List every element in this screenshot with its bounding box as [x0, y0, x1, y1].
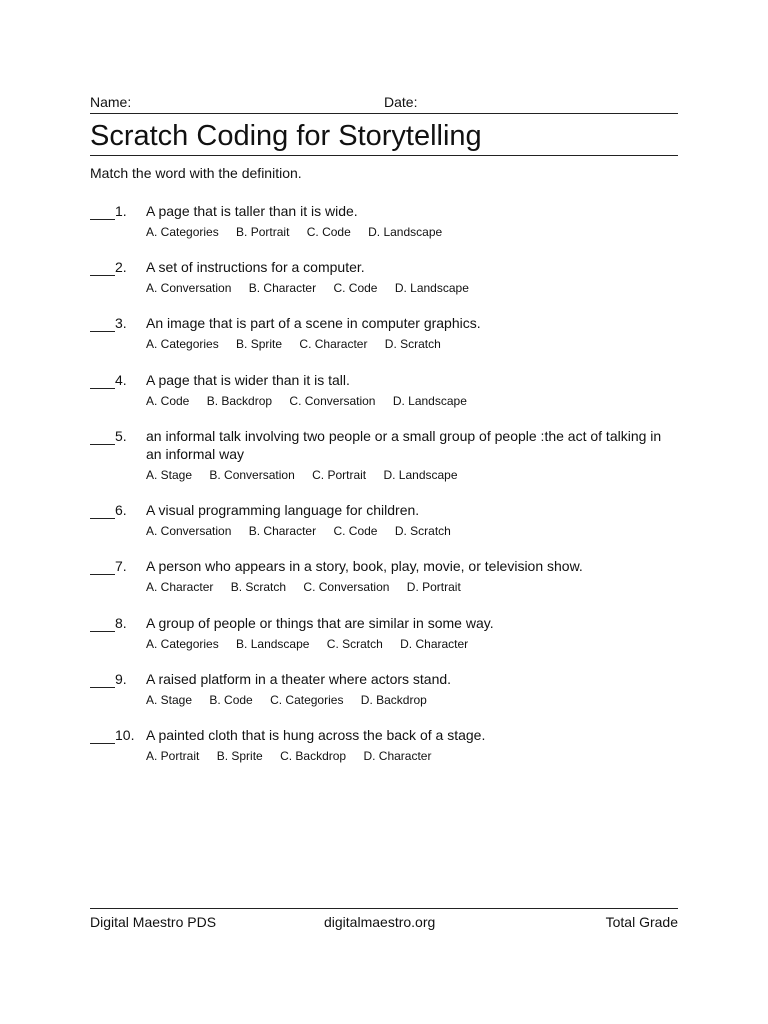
choice-a: A. Stage	[146, 693, 193, 707]
choice-b: B. Character	[248, 524, 317, 538]
choice-a: A. Conversation	[146, 524, 232, 538]
question-number: 3.	[115, 315, 127, 331]
choice-c: C. Conversation	[289, 394, 376, 408]
answer-choices	[146, 337, 455, 351]
answer-choices	[146, 524, 465, 538]
answer-blank[interactable]	[90, 315, 115, 332]
answer-blank[interactable]	[90, 259, 115, 276]
question-text: A raised platform in a theater where actors stand.	[146, 671, 452, 687]
choice-b: B. Sprite	[236, 337, 283, 351]
question-number: 5.	[115, 428, 127, 444]
name-date-row	[90, 93, 678, 114]
answer-choices	[146, 749, 445, 763]
choice-c: C. Code	[333, 524, 378, 538]
page-footer	[90, 908, 678, 933]
choice-a: A. Categories	[146, 637, 219, 651]
question-text: A visual programming language for children.	[146, 502, 420, 518]
choice-c: C. Scratch	[326, 637, 383, 651]
choice-a: A. Categories	[146, 225, 219, 239]
choice-c: C. Character	[299, 337, 368, 351]
worksheet-page	[90, 0, 678, 1024]
choice-c: C. Backdrop	[280, 749, 347, 763]
answer-blank[interactable]	[90, 558, 115, 575]
question-text: an informal talk involving two people or a small group of people :the act of talking in an informal way	[146, 428, 662, 462]
answer-choices	[146, 693, 441, 707]
answer-blank[interactable]	[90, 428, 115, 445]
answer-choices	[146, 281, 483, 295]
choice-c: C. Conversation	[303, 580, 390, 594]
choice-a: A. Stage	[146, 468, 193, 482]
question-number: 4.	[115, 372, 127, 388]
instructions-text: Match the word with the definition.	[90, 165, 302, 181]
answer-blank[interactable]	[90, 615, 115, 632]
footer-website: digitalmaestro.org	[324, 914, 436, 930]
question-text: A person who appears in a story, book, play, movie, or television show.	[146, 558, 583, 574]
question-text: A painted cloth that is hung across the back of a stage.	[146, 727, 486, 743]
choice-d: D. Scratch	[384, 337, 441, 351]
choice-d: D. Character	[363, 749, 432, 763]
answer-blank[interactable]	[90, 502, 115, 519]
question-number: 1.	[115, 203, 127, 219]
choice-b: B. Backdrop	[206, 394, 273, 408]
question-number: 8.	[115, 615, 127, 631]
choice-b: B. Code	[209, 693, 253, 707]
footer-total-grade: Total Grade	[605, 914, 678, 930]
answer-choices	[146, 225, 456, 239]
choice-a: A. Conversation	[146, 281, 232, 295]
choice-d: D. Portrait	[406, 580, 461, 594]
question-number: 7.	[115, 558, 127, 574]
choice-c: C. Categories	[270, 693, 344, 707]
answer-blank[interactable]	[90, 372, 115, 389]
answer-choices	[146, 580, 475, 594]
choice-d: D. Character	[400, 637, 469, 651]
choice-d: D. Backdrop	[360, 693, 427, 707]
choice-b: B. Conversation	[209, 468, 295, 482]
choice-d: D. Landscape	[394, 281, 469, 295]
answer-blank[interactable]	[90, 203, 115, 220]
choice-b: B. Character	[248, 281, 317, 295]
question-text: A set of instructions for a computer.	[146, 259, 365, 275]
question-number: 10.	[115, 727, 135, 743]
answer-choices	[146, 468, 472, 482]
question-text: An image that is part of a scene in computer graphics.	[146, 315, 481, 331]
question-number: 2.	[115, 259, 127, 275]
question-number: 6.	[115, 502, 127, 518]
choice-a: A. Categories	[146, 337, 219, 351]
choice-d: D. Landscape	[383, 468, 458, 482]
question-text: A page that is wider than it is tall.	[146, 372, 350, 388]
choice-b: B. Sprite	[216, 749, 263, 763]
answer-blank[interactable]	[90, 671, 115, 688]
choice-d: D. Landscape	[368, 225, 443, 239]
choice-b: B. Scratch	[230, 580, 287, 594]
choice-c: C. Code	[333, 281, 378, 295]
choice-d: D. Scratch	[394, 524, 451, 538]
name-label: Name:	[90, 94, 132, 110]
choice-d: D. Landscape	[392, 394, 467, 408]
choice-b: B. Portrait	[236, 225, 290, 239]
choice-b: B. Landscape	[236, 637, 310, 651]
date-label: Date:	[384, 94, 418, 110]
choice-a: A. Code	[146, 394, 190, 408]
answer-blank[interactable]	[90, 727, 115, 744]
page-title: Scratch Coding for Storytelling	[90, 118, 678, 156]
question-number: 9.	[115, 671, 127, 687]
choice-c: C. Code	[306, 225, 351, 239]
choice-a: A. Character	[146, 580, 214, 594]
question-text: A page that is taller than it is wide.	[146, 203, 358, 219]
answer-choices	[146, 394, 481, 408]
question-text: A group of people or things that are similar in some way.	[146, 615, 494, 631]
choice-c: C. Portrait	[312, 468, 367, 482]
footer-organization: Digital Maestro PDS	[90, 914, 217, 930]
choice-a: A. Portrait	[146, 749, 200, 763]
answer-choices	[146, 637, 482, 651]
